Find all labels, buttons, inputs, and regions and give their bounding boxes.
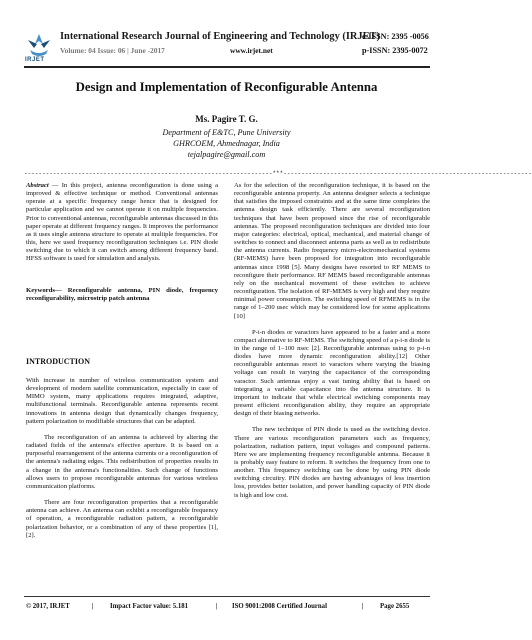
- paper-title: Design and Implementation of Reconfigurable Antenna: [75, 80, 378, 94]
- author-email[interactable]: tejalpagire@gmail.com: [187, 150, 266, 159]
- keywords-text: Reconfigurable antenna, PIN diode, frequency reconfigurability, microstrip patch antenna: [26, 287, 218, 303]
- footer-page-number: Page 2655: [380, 603, 410, 610]
- abstract-label: Abstract: [26, 182, 49, 189]
- journal-header: [24, 30, 434, 66]
- body-paragraph: The new technique of PIN diode is used as the switching device. There are various reconfiguration parameters such as frequency, polarization, radiation pattern, input voltages and compound patterns. Here we are implementing frequency reconfigurable antenna. Because it is probably easy feature to reform. It switches the frequency from one to another. This frequency switching can be done by using PIN diode switching circuitry. PIN diodes are having advantages of less insertion loss, provides better isolation, and power handling capacity of PIN diode is high and low cost.: [234, 426, 430, 499]
- body-paragraph: As for the selection of the reconfiguration technique, it is based on the reconfigurable antenna property. An antenna designer selects a technique that satisfies the imposed constraints and at the same time completes the antenna design task efficiently. There are several reconfiguration techniques that have been proposed since the rise of reconfigurable antennas. The proposed reconfiguration techniques are divided into four major categories: electrical, optical, mechanical, and material change of switches to connect and disconnect antenna parts as well as to redistribute the antenna currents. Radio frequency micro-electromechanical systems (RF-MEMS) have been proposed for integration into reconfigurable antennas since 1998 [5]. Many designs have resorted to RF MEMS to reconfigure their performance. RF MEMS based reconfigurable antennas rely on the mechanical movement of these switches to achieve reconfiguration. The isolation of RF-MEMS is very high and they require minimal power consumption. The switching speed of RFMEMS is in the range of 1–200 usec which may be considered low for some applications [10]: [234, 182, 430, 320]
- abstract-text: — In this project, antenna reconfiguration is done using a improved & effective technique or method. Conventional antennas operate at a specific frequency range hence that is designed for particular application and we cannot operate it on multiple frequencies. Prior to conventional antennas, reconfigurable antennas discussed in this paper operate at different frequency ranges. It improves the performance as it uses single antenna structure to operate at multiple frequencies. For this, here we used frequency reconfiguration techniques i.e. PIN diode switching due to which it can switch among different frequency band. HFSS software is used for simulation and analysis.: [26, 182, 218, 263]
- introduction-heading: INTRODUCTION: [26, 357, 91, 366]
- volume-issue: Volume: 04 Issue: 06 | June -2017: [60, 46, 165, 55]
- journal-title: International Research Journal of Engineering and Technology (IRJET): [60, 31, 380, 42]
- section-separator: ---------------------------------------------------------------------***---------------------------------------------------------------------: [24, 170, 532, 177]
- intro-paragraph: There are four reconfiguration properties that a reconfigurable antenna can achieve. An antenna can exhibit a reconfigurable frequency of operation, a reconfigurable radiation pattern, a reconfigurable polarization behavior, or a combination of any of these properties [1], [2].: [26, 499, 218, 539]
- affiliation-department: Department of E&TC, Pune University: [162, 128, 291, 137]
- abstract-block: [26, 182, 218, 264]
- keywords-label: Keywords—: [26, 287, 62, 294]
- body-paragraph: P-i-n diodes or varactors have appeared to be a faster and a more compact alternative to RF-MEMS. The switching speed of a p-i-n diode is in the range of 1–100 nsec [2]. Reconfigurable antennas using to p-i-n diodes have more dynamic reconfiguration ability.[12] Other reconfigurable antennas resort to varactors where varying the biasing voltage can result in varying the capacitance of the corresponding varactor. Such antennas enjoy a vast tuning ability that is based on integrating a variable capacitance into the antenna structure. It is important to indicate that while electrical switching components may present efficient reconfiguration ability, they require an appropriate design of their biasing networks.: [234, 328, 430, 418]
- right-column-body: [234, 182, 430, 500]
- logo-text: IRJET: [25, 57, 45, 63]
- intro-paragraph: The reconfiguration of an antenna is achieved by altering the radiated fields of the antenna's effective aperture. It is based on a purposeful rearrangement of the antenna currents or a reconfiguration of the antenna's radiating edges. This redistribution of properties results in a change in the antenna's functionalities. Such change of functions allows users to propose reconfigurable antennas for various wireless communication platforms.: [26, 433, 218, 490]
- website-link[interactable]: www.irjet.net: [230, 46, 273, 55]
- affiliation-college: GHRCOEM, Ahmednagar, India: [173, 139, 280, 148]
- pissn: p-ISSN: 2395-0072: [362, 46, 428, 55]
- introduction-body: [26, 377, 218, 540]
- footer-copyright: © 2017, IRJET: [26, 603, 70, 610]
- header-rule: [24, 66, 430, 68]
- footer-impact-factor: Impact Factor value: 5.181: [110, 603, 189, 610]
- author-name: Ms. Pagire T. G.: [195, 114, 258, 124]
- intro-paragraph: With increase in number of wireless communication system and development of modern satellite communication, especially in case of MIMO system, many applications requires integrated, adaptive, multifunctional terminals. Reconfigurable antenna represents recent innovations in antenna design that dynamically changes frequency, pattern polarization to modifiable structures that can be adapted.: [26, 377, 218, 425]
- footer-iso: ISO 9001:2008 Certified Journal: [232, 603, 327, 610]
- keywords-block: [26, 287, 218, 304]
- eissn: e-ISSN: 2395 -0056: [362, 32, 429, 41]
- footer-rule: [24, 596, 430, 597]
